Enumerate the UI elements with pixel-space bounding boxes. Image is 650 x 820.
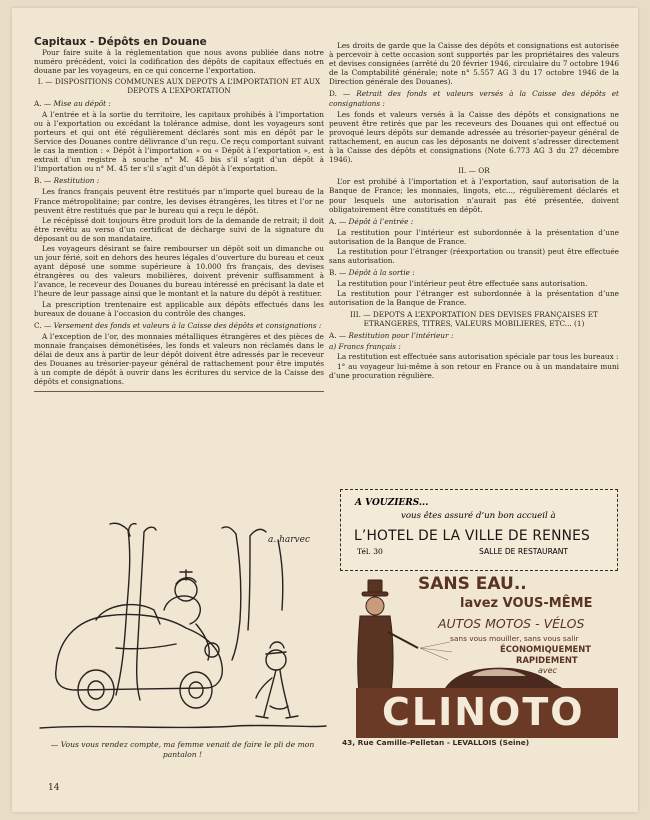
- clinoto-line5: ÉCONOMIQUEMENT: [500, 644, 591, 654]
- clinoto-line3: AUTOS MOTOS - VÉLOS: [438, 616, 585, 631]
- clinoto-line6: RAPIDEMENT: [516, 655, 578, 665]
- section-a-label: A. —: [34, 98, 54, 108]
- section3-heading: III. — DEPOTS A L’EXPORTATION DES DEVISES FRANÇAISES ET ETRANGERES, TITRES, VALEURS MOBILIERES, ETC... (1): [350, 309, 598, 328]
- section-d-text: Les fonds et valeurs versés à la Caisse des dépôts et consignations ne peuvent être retirés que par les receveurs des Douanes qui ont effectué ou provoqué leurs dépôts sur demande adressée au trésorier-payeur général de rattachement, en aucun cas les déposants ne doivent s’adresser directement à la Caisse des dépôts et consignations (Note 6.773 AG 3 du 27 décembre 1946).: [329, 109, 619, 165]
- section-a-title: Mise au dépôt :: [53, 98, 111, 108]
- or-a-text-1: La restitution pour l’intérieur est subordonnée à la présentation d’une autorisation de la Banque de France.: [329, 227, 619, 246]
- iii-a-title: Restitution pour l’intérieur :: [348, 330, 454, 340]
- or-b-title: Dépôt à la sortie :: [348, 268, 415, 278]
- section-d-title: Retrait des fonds et valeurs versés à la Caisse des dépôts et consignations :: [329, 89, 619, 108]
- section-c-heading: [34, 321, 324, 330]
- clinoto-address: 43, Rue Camille-Pelletan - LEVALLOIS (Seine): [342, 738, 530, 747]
- or-a-label: A. —: [329, 216, 349, 226]
- section-c-text: A l’exception de l’or, des monnaies métalliques étrangères et des pièces de monnaie françaises démonétisées, les fonds et valeurs non réclamés dans le délai de deux ans à partir de leur dépôt doivent être adressés par le receveur des Douanes au trésorier-payeur général de rattachement pour être imputés à un compte de dépôt à ouvrir dans les écritures du service de la Caisse des dépôts et consignations.: [34, 331, 324, 387]
- clinoto-line2: lavez VOUS-MÊME: [460, 596, 593, 611]
- or-a-text-2: La restitution pour l’étranger (réexportation ou transit) peut être effectuée sans autorisation.: [329, 246, 619, 266]
- section-b-heading: [34, 176, 324, 185]
- page-number: 14: [48, 783, 60, 793]
- section-d-label: D. —: [329, 89, 357, 99]
- section-b-text-4: La prescription trentenaire est applicable aux dépôts effectués dans les bureaux de douane à l’occasion du contrôle des changes.: [34, 299, 324, 318]
- right-column: [329, 41, 619, 381]
- or-b-text-2: La restitution pour l’étranger est subordonnée à la présentation d’une autorisation de la Banque de France.: [329, 289, 619, 308]
- clinoto-brand: CLINOTO: [382, 690, 585, 734]
- or-b-text-1: La restitution pour l’intérieur peut être effectuée sans autorisation.: [337, 279, 588, 289]
- section-b-title: Restitution :: [53, 176, 100, 186]
- iii-a-sub: a) Francs français :: [329, 341, 401, 351]
- section-c-title: Versement des fonds et valeurs à la Caisse des dépôts et consignations :: [53, 320, 322, 330]
- section-b-text-1: Les francs français peuvent être restitués par n’importe quel bureau de la France métropolitaine; par contre, les devises étrangères, les titres et l’or ne peuvent être restitués que par le bureau qui a reçu le dépôt.: [34, 187, 324, 215]
- hotel-telephone: Tél. 30: [357, 547, 383, 556]
- clinoto-line7: avec: [538, 666, 557, 675]
- hotel-restaurant: SALLE DE RESTAURANT: [479, 547, 569, 556]
- clinoto-headline: SANS EAU..: [418, 574, 527, 594]
- iii-a-point: 1° au voyageur lui-même à son retour en France ou à un mandataire muni d’une procuration régulière.: [329, 362, 619, 381]
- intro-paragraph: Pour faire suite à la réglementation que nous avons publiée dans notre numéro précédent, voici la codification des dépôts de capitaux effectués en douane par les voyageurs, en ce qui concerne l’exportation.: [34, 48, 324, 76]
- article-title: Capitaux - Dépôts en Douane: [34, 36, 207, 48]
- section-a-text: A l’entrée et à la sortie du territoire, les capitaux prohibés à l’importation ou à l’exportation ou excédant la tolérance admise, dont les voyageurs sont porteurs et qui ont été régulièrement déclarés sont mis en dépôt par le Service des Douanes contre délivrance d’un reçu. Ce reçu comportant suivant le cas la mention : « Dépôt à l’importation » ou « Dépôt à l’exportation », est extrait d’un registre à souche n° M. 45 bis s’il s’agit d’un dépôt à l’importation ou n° M. 45 ter s’il s’agit d’un dépôt à l’exportation.: [34, 109, 324, 174]
- section-c-label: C. —: [34, 320, 54, 330]
- hotel-ad-line1: A VOUZIERS...: [355, 498, 429, 508]
- iii-a-text: La restitution est effectuée sans autorisation spéciale par tous les bureaux :: [337, 351, 619, 361]
- clinoto-advertisement: [340, 572, 622, 752]
- or-a-heading: [329, 217, 619, 226]
- section-b-text-2: Le récépissé doit toujours être produit lors de la demande de retrait; il doit être revêtu au verso d’un certificat de décharge suivi de la signature du déposant ou de son mandataire.: [34, 215, 324, 243]
- section-b-text-3: Les voyageurs désirant se faire rembourser un dépôt soit un dimanche ou un jour férié, soit en dehors des heures légales d’ouverture du bureau et ceux ayant déposé une somme supérieure à 10.000 frs français, des devises étrangères ou des valeurs mobilières, doivent prévenir suffisamment à l’avance, le receveur des Douanes du bureau intéressé en précisant la date et l’heure de leur passage ainsi que le montant et la nature du dépôt à restituer.: [34, 243, 324, 299]
- hotel-name: L’HOTEL DE LA VILLE DE RENNES: [354, 528, 591, 544]
- iii-a-label: A. —: [329, 330, 349, 340]
- hotel-advertisement: [340, 489, 618, 571]
- cartoon-signature: a. harvec: [268, 535, 311, 545]
- hotel-ad-line2: vous êtes assuré d’un bon accueil à: [401, 511, 556, 521]
- iii-a-heading: [329, 331, 619, 340]
- iii-a-subheading: [329, 342, 619, 351]
- or-b-heading: [329, 268, 619, 277]
- or-a-title: Dépôt à l’entrée :: [348, 216, 414, 226]
- section-d-heading: [329, 89, 619, 107]
- section1-heading: I. — DISPOSITIONS COMMUNES AUX DEPOTS A L’IMPORTATION ET AUX DEPOTS A L’EXPORTATION: [37, 77, 321, 96]
- clinoto-line4: sans vous mouiller, sans vous salir: [450, 634, 579, 643]
- column-divider: [34, 391, 324, 392]
- section-c-text-2: Les droits de garde que la Caisse des dépôts et consignations est autorisée à percevoir à cette occasion sont supportés par les propriétaires des valeurs et devises consignées (arrêté du 20 février 1946, circulaire du 7 octobre 1946 de la Comptabilité générale; note n° 5.557 AG 3 du 17 octobre 1946 de la Direction générale des Douanes).: [329, 41, 619, 87]
- section2-heading: II. — OR: [458, 166, 490, 176]
- cartoon-illustration: [36, 520, 328, 752]
- or-text: L’or est prohibé à l’importation et à l’exportation, sauf autorisation de la Banque de France; les monnaies, lingots, etc..., régulièrement déclarés et pour lesquels une autorisation n’aurait pas été présentée, doivent obligatoirement être constitués en dépôt.: [329, 177, 619, 214]
- cartoon-caption: — Vous vous rendez compte, ma femme venait de faire le pli de mon pantalon !: [50, 740, 315, 759]
- or-b-label: B. —: [329, 268, 349, 278]
- section-b-label: B. —: [34, 176, 54, 186]
- left-column: [34, 38, 324, 392]
- section-a-heading: [34, 99, 324, 108]
